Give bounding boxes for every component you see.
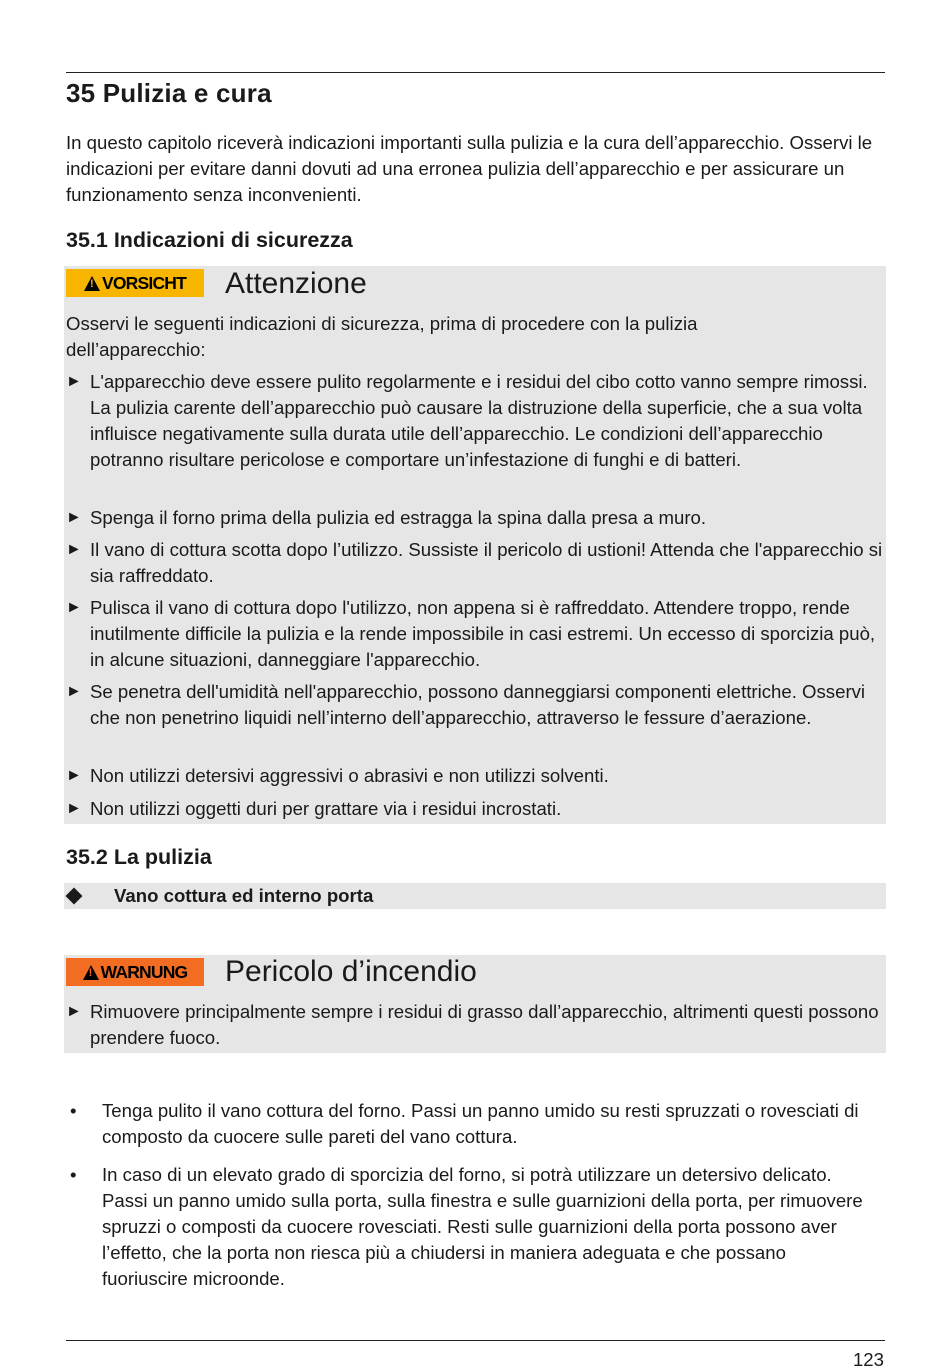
arrow-icon: ► (66, 541, 82, 558)
caution-item-text: Il vano di cottura scotta dopo l’utilizzo. Sussiste il pericolo di ustioni! Attenda che l'apparecchio si sia raffreddato. (90, 539, 883, 586)
caution-item-text: Spenga il forno prima della pulizia ed estragga la spina dalla presa a muro. (90, 507, 707, 528)
list-item-text: Tenga pulito il vano cottura del forno. Passi un panno umido su resti spruzzati o rovesciati di composto da cuocere sulle pareti del vano cottura. (102, 1100, 859, 1147)
warning-badge-label: WARNUNG (100, 961, 188, 982)
caution-badge-label: VORSICHT (101, 272, 187, 293)
warning-item (66, 999, 884, 1051)
arrow-icon: ► (66, 599, 82, 616)
subheading-label: Vano cottura ed interno porta (114, 885, 374, 906)
section-1-title: 35.1 Indicazioni di sicurezza (66, 228, 353, 252)
caution-lead: Osservi le seguenti indicazioni di sicurezza, prima di procedere con la pulizia dell’apparecchio: (66, 313, 698, 360)
bullet-icon: • (70, 1100, 77, 1121)
section-2-title: 35.2 La pulizia (66, 845, 212, 869)
caution-item (66, 537, 884, 589)
caution-item (66, 369, 884, 473)
arrow-icon: ► (66, 767, 82, 784)
caution-item (66, 505, 884, 531)
caution-item (66, 679, 884, 731)
arrow-icon: ► (66, 1003, 82, 1020)
warning-triangle-icon (84, 276, 100, 291)
warning-title: Pericolo d’incendio (225, 955, 477, 988)
caution-item-text: Pulisca il vano di cottura dopo l'utilizzo, non appena si è raffreddato. Attendere troppo, rende inutilmente difficile la pulizia e la rende impossibile in casi estremi. Un eccesso di sporcizia può, in alcune situazioni, danneggiare l'apparecchio. (90, 597, 876, 670)
warning-triangle-icon (83, 965, 99, 980)
top-rule (66, 72, 885, 73)
caution-item-text: Non utilizzi detersivi aggressivi o abrasivi e non utilizzi solventi. (90, 765, 609, 786)
arrow-icon: ► (66, 683, 82, 700)
arrow-icon: ► (66, 509, 82, 526)
caution-item (66, 763, 884, 789)
caution-badge (66, 269, 204, 297)
chapter-title: 35 Pulizia e cura (66, 78, 272, 108)
bottom-rule (66, 1340, 885, 1341)
page-number: 123 (852, 1349, 884, 1370)
warning-item-text: Rimuovere principalmente sempre i residui di grasso dall’apparecchio, altrimenti questi possono prendere fuoco. (90, 1001, 879, 1048)
list-item (70, 1098, 876, 1150)
caution-item-text: Non utilizzi oggetti duri per grattare via i residui incrostati. (90, 798, 562, 819)
caution-item-text: L'apparecchio deve essere pulito regolarmente e i residui del cibo cotto vanno sempre rimossi. La pulizia carente dell’apparecchio può causare la distruzione della superficie, che a sua volta influisce negativamente sulla durata utile dell’apparecchio. Le condizioni dell’apparecchio potranno risultare pericolose e comportare un’infestazione di funghi e di batteri. (90, 371, 868, 470)
chapter-intro: In questo capitolo riceverà indicazioni importanti sulla pulizia e la cura dell’apparecchio. Osservi le indicazioni per evitare danni dovuti ad una erronea pulizia dell’apparecchio e per assicurare un funzionamento senza inconvenienti. (66, 132, 873, 205)
caution-item (66, 796, 884, 822)
arrow-icon: ► (66, 373, 82, 390)
caution-title: Attenzione (225, 267, 367, 300)
list-item-text: In caso di un elevato grado di sporcizia del forno, si potrà utilizzare un detersivo delicato. Passi un panno umido sulla porta, sulla finestra e sulle guarnizioni della porta, per rimuovere spruzzi o composti da cuocere rovesciati. Resti sulle guarnizioni della porta possono aver l’effetto, che la porta non riesca più a chiudersi in maniera adeguata e che possano fuoriuscire microonde. (102, 1164, 863, 1289)
caution-item-text: Se penetra dell'umidità nell'apparecchio, possono danneggiarsi componenti elettriche. Osservi che non penetrino liquidi nell’interno dell’apparecchio, attraverso le fessure d’aerazione. (90, 681, 866, 728)
arrow-icon: ► (66, 800, 82, 817)
warning-badge (66, 958, 204, 986)
bullet-icon: • (70, 1164, 77, 1185)
list-item (70, 1162, 876, 1292)
caution-item (66, 595, 884, 673)
